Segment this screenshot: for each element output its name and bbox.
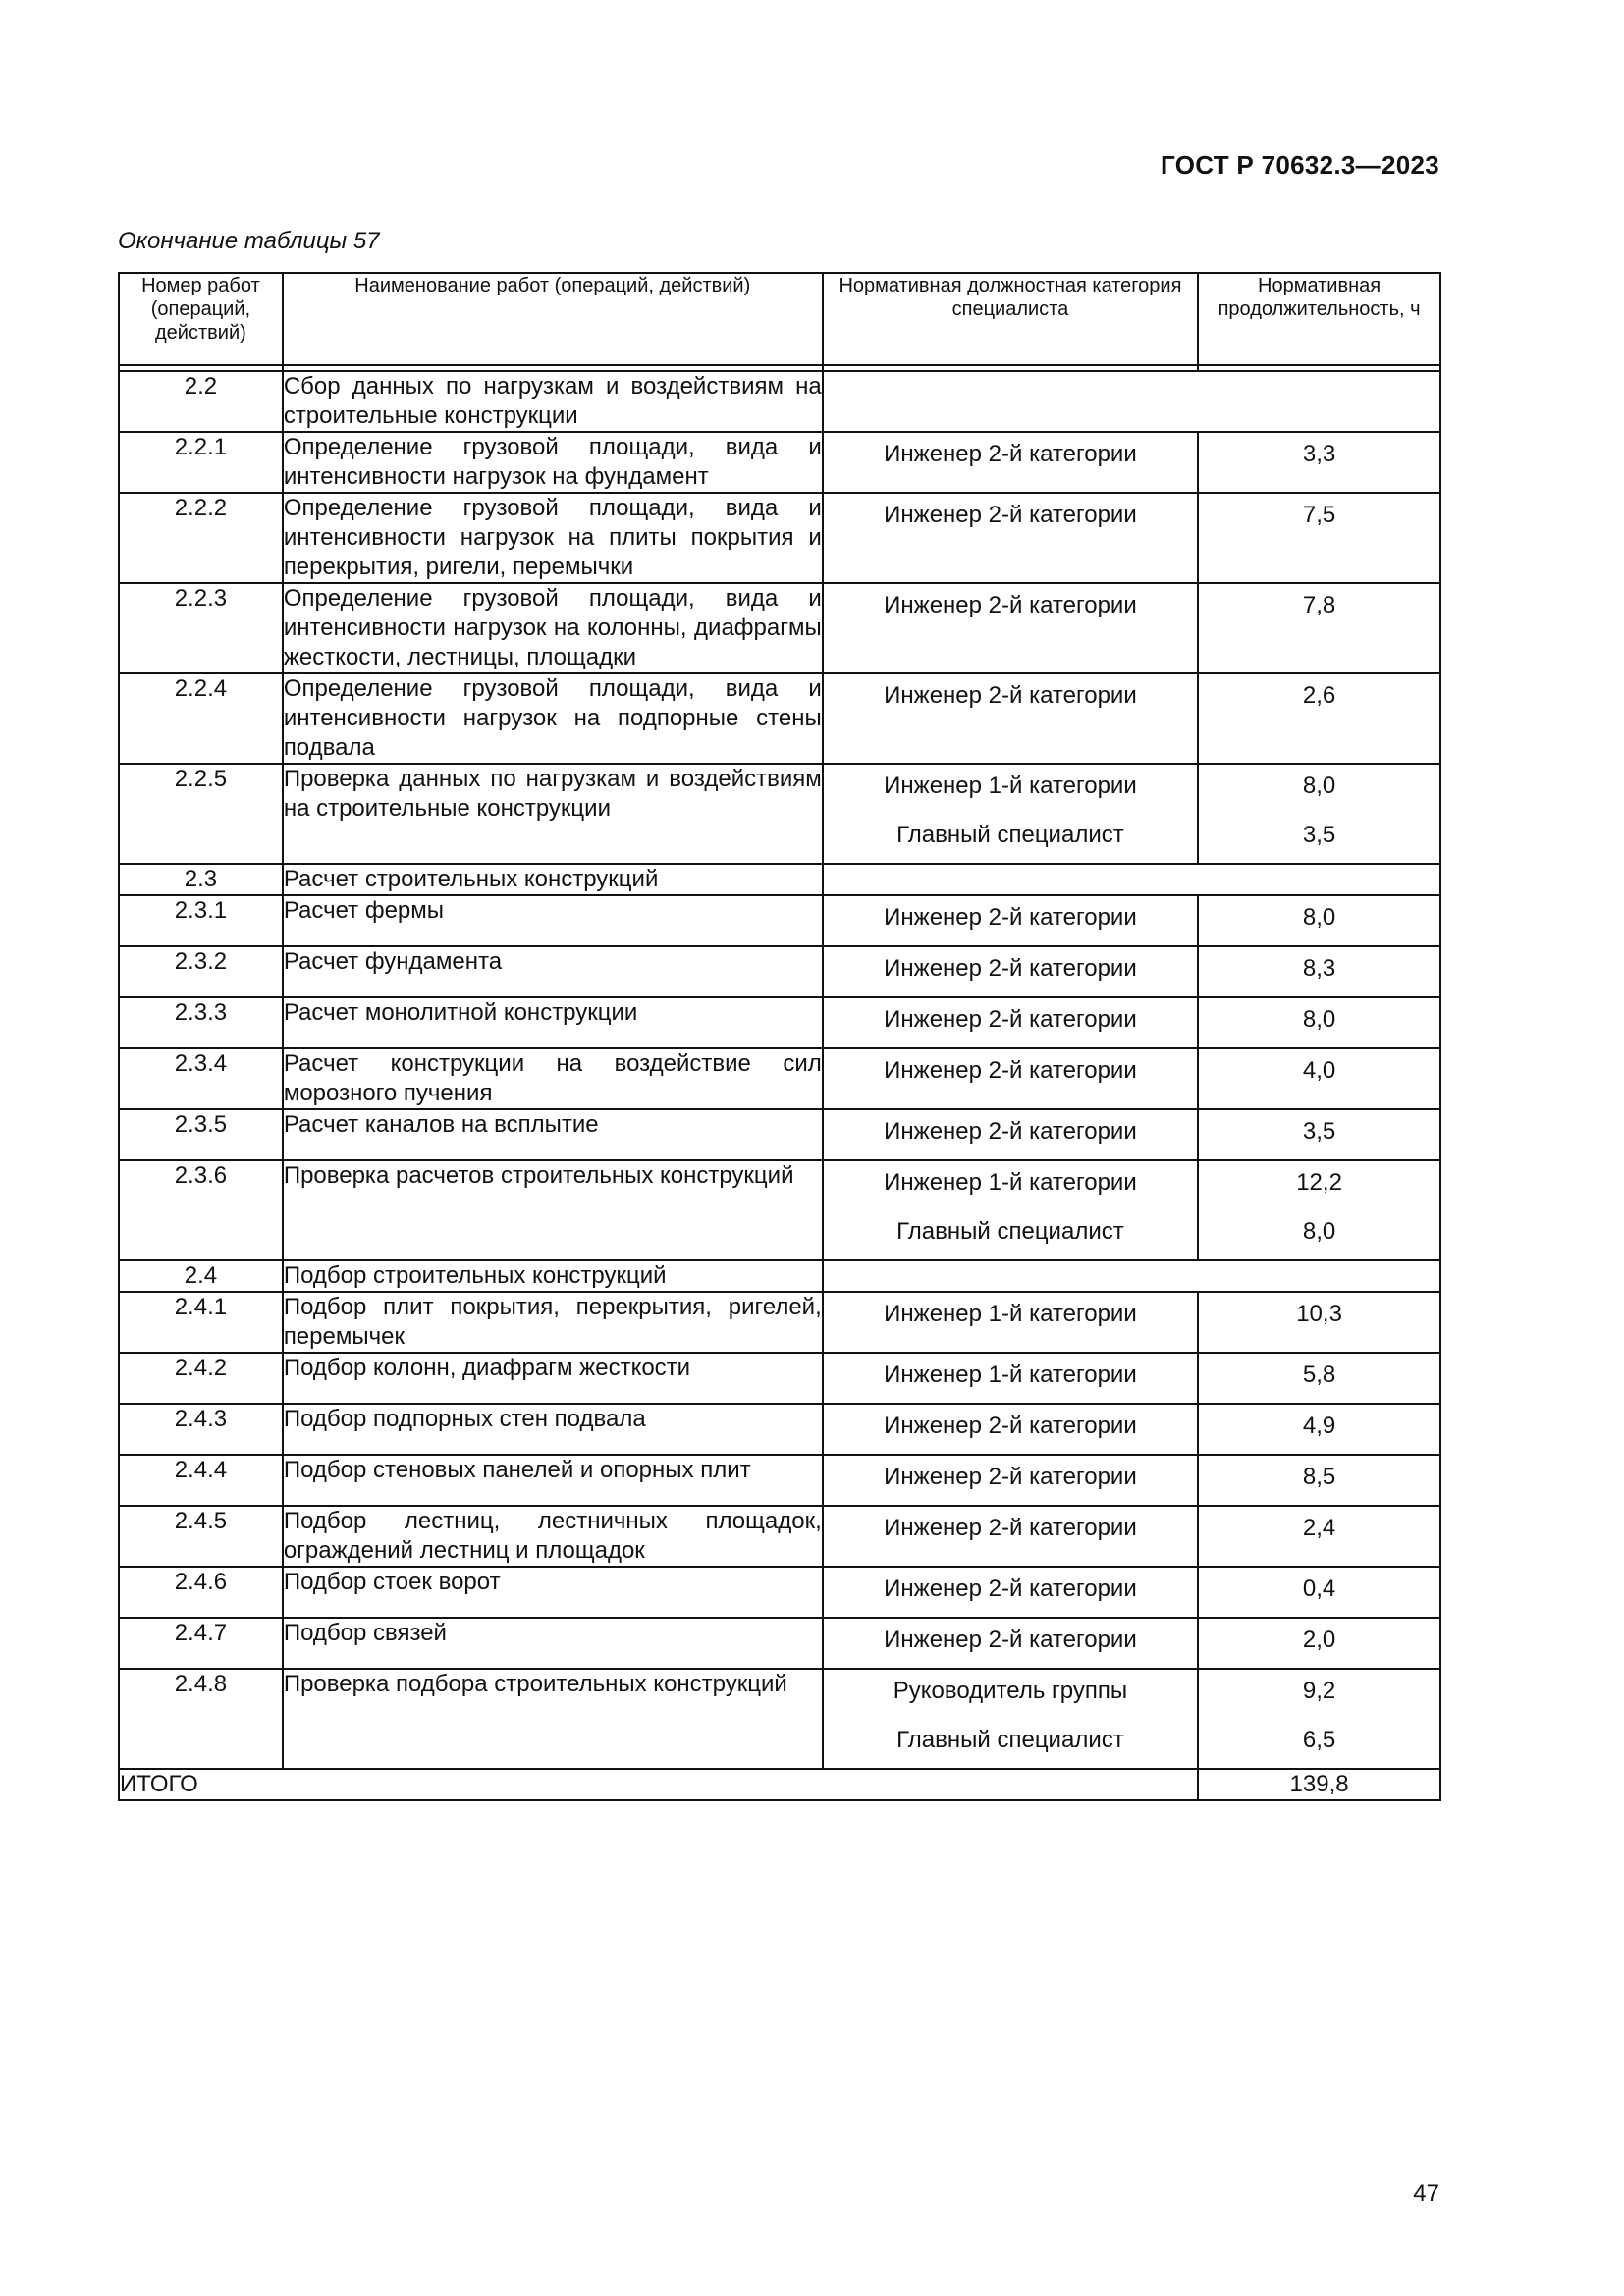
specialist-category-cell [823,1455,1198,1506]
duration-value: 9,2 [1302,1678,1336,1704]
work-number: 2.2.5 [119,764,283,864]
specialist-category: Инженер 2-й категории [884,955,1137,982]
table-row [119,673,1440,764]
specialist-category-cell [823,1292,1198,1353]
duration-cell [1198,1669,1440,1769]
duration-cell [1198,764,1440,864]
duration-value: 8,0 [1302,1006,1336,1033]
work-number: 2.2.2 [119,493,283,583]
work-name: Подбор связей [283,1618,823,1669]
specialist-category: Инженер 2-й категории [884,1575,1137,1602]
column-header-duration: Нормативная продолжительность, ч [1198,273,1440,365]
work-number: 2.2.4 [119,673,283,764]
table-row [119,1353,1440,1404]
work-number: 2.3.4 [119,1048,283,1109]
duration-value: 2,4 [1302,1515,1336,1541]
work-name: Определение грузовой площади, вида и интенсивности нагрузок на фундамент [283,432,823,493]
work-name: Подбор колонн, диафрагм жесткости [283,1353,823,1404]
work-name: Расчет фундамента [283,946,823,997]
duration-value: 3,5 [1302,822,1336,848]
duration-cell [1198,1048,1440,1109]
table-row [119,1669,1440,1769]
section-empty-cell [823,864,1440,895]
total-value: 139,8 [1198,1769,1440,1800]
work-number: 2.2.3 [119,583,283,673]
work-name: Расчет каналов на всплытие [283,1109,823,1160]
duration-cell [1198,1455,1440,1506]
work-number: 2.4.6 [119,1567,283,1618]
work-name: Определение грузовой площади, вида и интенсивности нагрузок на плиты покрытия и перекрытия, ригели, перемычки [283,493,823,583]
section-row [119,371,1440,432]
duration-cell [1198,432,1440,493]
column-header-number: Номер работ (операций, действий) [119,273,283,365]
table-row [119,1109,1440,1160]
duration-value: 2,0 [1302,1627,1336,1653]
table-row [119,1404,1440,1455]
duration-cell [1198,1404,1440,1455]
table-row [119,432,1440,493]
work-number: 2.2.1 [119,432,283,493]
specialist-category: Инженер 2-й категории [884,682,1137,709]
specialist-category: Инженер 2-й категории [884,1413,1137,1439]
column-header-name: Наименование работ (операций, действий) [283,273,823,365]
page-number: 47 [1413,2180,1439,2207]
specialist-category: Инженер 2-й категории [884,441,1137,467]
duration-value: 0,4 [1302,1575,1336,1602]
duration-cell [1198,1618,1440,1669]
specialist-category-cell [823,764,1198,864]
work-name: Подбор плит покрытия, перекрытия, ригелей, перемычек [283,1292,823,1353]
specialist-category: Инженер 1-й категории [884,1362,1137,1388]
work-number: 2.4.7 [119,1618,283,1669]
duration-value: 8,0 [1302,773,1336,799]
duration-value: 3,5 [1302,1118,1336,1145]
document-code: ГОСТ Р 70632.3—2023 [1161,150,1439,180]
work-number: 2.3.3 [119,997,283,1048]
work-number: 2.3.5 [119,1109,283,1160]
table-row [119,1048,1440,1109]
table-row [119,1618,1440,1669]
work-number: 2.3.2 [119,946,283,997]
specialist-category-cell [823,946,1198,997]
duration-value: 2,6 [1302,682,1336,709]
specialist-category: Инженер 1-й категории [884,1301,1137,1327]
table-row [119,1160,1440,1260]
duration-cell [1198,673,1440,764]
specialist-category: Инженер 1-й категории [884,773,1137,799]
specialist-category: Руководитель группы [893,1678,1128,1704]
specialist-category: Инженер 1-й категории [884,1169,1137,1196]
section-row [119,1260,1440,1292]
specialist-category: Инженер 2-й категории [884,1057,1137,1084]
work-name: Расчет строительных конструкций [283,864,823,895]
specialist-category: Инженер 2-й категории [884,592,1137,618]
work-number: 2.4.3 [119,1404,283,1455]
specialist-category-cell [823,1567,1198,1618]
specialist-category: Главный специалист [896,1727,1124,1753]
duration-value: 12,2 [1296,1169,1342,1196]
table-row [119,764,1440,864]
specialist-category: Главный специалист [896,822,1124,848]
specialist-category-cell [823,895,1198,946]
specialist-category-cell [823,1353,1198,1404]
duration-value: 8,3 [1302,955,1336,982]
duration-value: 3,3 [1302,441,1336,467]
duration-value: 7,8 [1302,592,1336,618]
work-name: Проверка данных по нагрузкам и воздействиям на строительные конструкции [283,764,823,864]
table-row [119,895,1440,946]
work-name: Определение грузовой площади, вида и интенсивности нагрузок на подпорные стены подвала [283,673,823,764]
duration-value: 8,0 [1302,1218,1336,1245]
section-empty-cell [823,1260,1440,1292]
table-caption: Окончание таблицы 57 [118,228,380,254]
duration-cell [1198,946,1440,997]
duration-cell [1198,1160,1440,1260]
work-number: 2.4 [119,1260,283,1292]
duration-cell [1198,583,1440,673]
specialist-category-cell [823,1109,1198,1160]
work-name: Подбор строительных конструкций [283,1260,823,1292]
duration-cell [1198,1506,1440,1567]
work-number: 2.3 [119,864,283,895]
duration-value: 4,9 [1302,1413,1336,1439]
table-row [119,1455,1440,1506]
duration-cell [1198,1353,1440,1404]
specialist-category-cell [823,493,1198,583]
specialist-category-cell [823,1618,1198,1669]
work-name: Расчет фермы [283,895,823,946]
specialist-category: Главный специалист [896,1218,1124,1245]
section-empty-cell [823,371,1440,432]
duration-cell [1198,895,1440,946]
table-row [119,583,1440,673]
specialist-category: Инженер 2-й категории [884,1006,1137,1033]
specialist-category-cell [823,432,1198,493]
duration-value: 8,5 [1302,1464,1336,1490]
table-row [119,1506,1440,1567]
duration-value: 6,5 [1302,1727,1336,1753]
duration-cell [1198,1109,1440,1160]
work-name: Проверка расчетов строительных конструкций [283,1160,823,1260]
table-row [119,1567,1440,1618]
work-number: 2.3.6 [119,1160,283,1260]
work-name: Подбор стеновых панелей и опорных плит [283,1455,823,1506]
work-number: 2.4.5 [119,1506,283,1567]
specialist-category-cell [823,1404,1198,1455]
section-row [119,864,1440,895]
work-name: Расчет монолитной конструкции [283,997,823,1048]
work-number: 2.2 [119,371,283,432]
specialist-category-cell [823,583,1198,673]
duration-cell [1198,997,1440,1048]
work-name: Подбор подпорных стен подвала [283,1404,823,1455]
specialist-category-cell [823,1160,1198,1260]
table-header-row [119,273,1440,365]
specialist-category-cell [823,1048,1198,1109]
work-name: Подбор стоек ворот [283,1567,823,1618]
specialist-category: Инженер 2-й категории [884,1464,1137,1490]
table-row [119,946,1440,997]
duration-cell [1198,1567,1440,1618]
work-number: 2.4.4 [119,1455,283,1506]
duration-value: 7,5 [1302,502,1336,528]
table-row [119,997,1440,1048]
work-name: Расчет конструкции на воздействие сил морозного пучения [283,1048,823,1109]
total-row [119,1769,1440,1800]
table-row [119,1292,1440,1353]
duration-value: 4,0 [1302,1057,1336,1084]
duration-cell [1198,1292,1440,1353]
specialist-category: Инженер 2-й категории [884,904,1137,931]
specialist-category: Инженер 2-й категории [884,1118,1137,1145]
specialist-category-cell [823,1669,1198,1769]
specialist-category-cell [823,1506,1198,1567]
work-name: Подбор лестниц, лестничных площадок, ограждений лестниц и площадок [283,1506,823,1567]
column-header-category: Нормативная должностная категория специалиста [823,273,1198,365]
work-number: 2.4.1 [119,1292,283,1353]
specialist-category: Инженер 2-й категории [884,1627,1137,1653]
specialist-category: Инженер 2-й категории [884,1515,1137,1541]
specialist-category-cell [823,997,1198,1048]
work-name: Проверка подбора строительных конструкций [283,1669,823,1769]
table-row [119,493,1440,583]
norms-table [118,272,1441,1801]
table-body [119,371,1440,1769]
work-number: 2.4.2 [119,1353,283,1404]
total-label: ИТОГО [119,1769,1198,1800]
duration-value: 5,8 [1302,1362,1336,1388]
duration-value: 10,3 [1296,1301,1342,1327]
work-number: 2.4.8 [119,1669,283,1769]
specialist-category: Инженер 2-й категории [884,502,1137,528]
work-name: Сбор данных по нагрузкам и воздействиям на строительные конструкции [283,371,823,432]
work-number: 2.3.1 [119,895,283,946]
duration-cell [1198,493,1440,583]
work-name: Определение грузовой площади, вида и интенсивности нагрузок на колонны, диафрагмы жесткости, лестницы, площадки [283,583,823,673]
specialist-category-cell [823,673,1198,764]
duration-value: 8,0 [1302,904,1336,931]
